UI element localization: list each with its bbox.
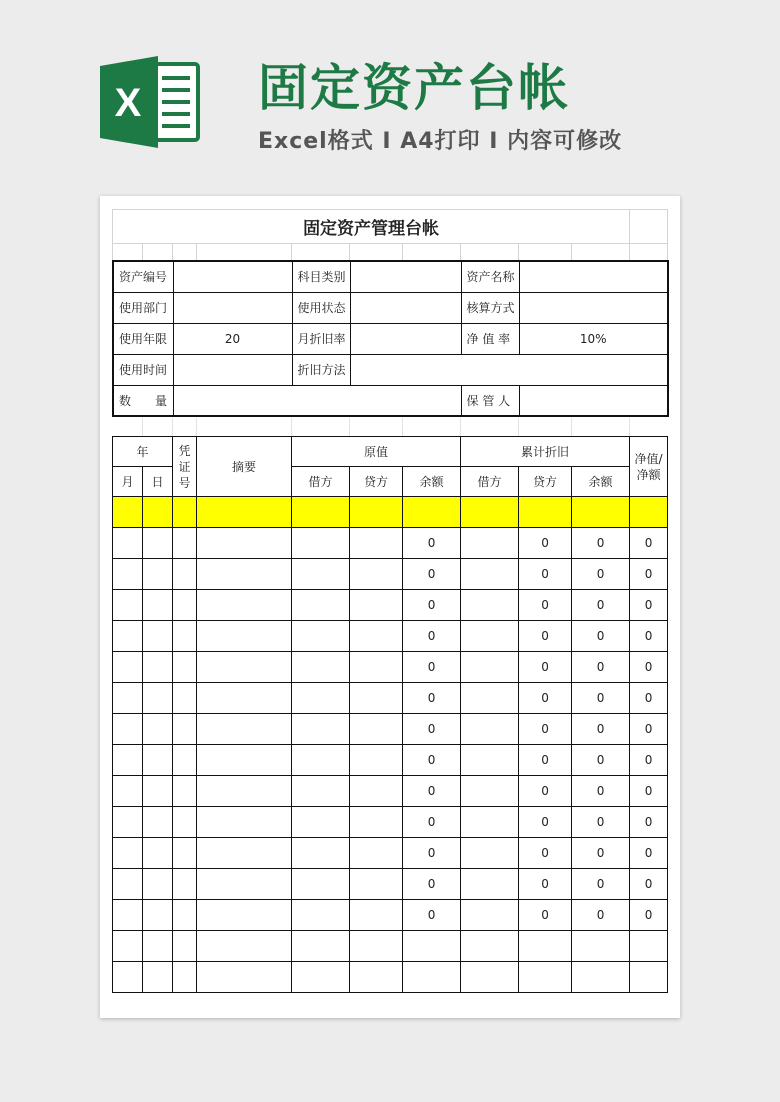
ledger-table — [112, 436, 668, 993]
cell[interactable] — [292, 776, 350, 807]
cell[interactable] — [350, 900, 403, 931]
table-row — [113, 714, 668, 745]
asset-no-field[interactable] — [173, 261, 292, 292]
cell[interactable] — [461, 962, 519, 993]
qty-label: 数 量 — [113, 385, 173, 416]
cell[interactable] — [350, 621, 403, 652]
acc-debit-header: 借方 — [461, 467, 519, 497]
cell-acc-balance[interactable]: 0 — [572, 652, 630, 683]
cell[interactable] — [292, 962, 350, 993]
cell[interactable] — [292, 590, 350, 621]
cell[interactable] — [197, 869, 292, 900]
life-field[interactable]: 20 — [173, 323, 292, 354]
cell-acc-credit[interactable]: 0 — [519, 869, 572, 900]
cell-orig-balance[interactable]: 0 — [403, 528, 461, 559]
accounting-field[interactable] — [519, 292, 668, 323]
cell[interactable] — [292, 652, 350, 683]
cell[interactable] — [173, 590, 197, 621]
cell[interactable] — [113, 590, 143, 621]
dept-label: 使用部门 — [113, 292, 173, 323]
cell[interactable] — [143, 652, 173, 683]
table-row — [113, 838, 668, 869]
cell[interactable] — [143, 838, 173, 869]
cell[interactable] — [461, 869, 519, 900]
cell-orig-balance[interactable] — [403, 962, 461, 993]
status-field[interactable] — [350, 292, 461, 323]
cell[interactable] — [292, 807, 350, 838]
cell[interactable] — [173, 559, 197, 590]
cell[interactable] — [113, 807, 143, 838]
cell-acc-credit[interactable]: 0 — [519, 838, 572, 869]
cell-acc-credit[interactable]: 0 — [519, 807, 572, 838]
sheet-paper — [100, 196, 680, 1018]
use-time-field[interactable] — [173, 354, 292, 385]
cell[interactable] — [197, 931, 292, 962]
cell[interactable] — [461, 652, 519, 683]
cell[interactable] — [350, 745, 403, 776]
cell[interactable] — [173, 838, 197, 869]
cell-acc-balance[interactable]: 0 — [572, 683, 630, 714]
cell[interactable] — [173, 931, 197, 962]
cell[interactable] — [292, 621, 350, 652]
cell[interactable] — [350, 652, 403, 683]
cell-net[interactable]: 0 — [630, 652, 668, 683]
cell[interactable] — [292, 931, 350, 962]
cell-net[interactable]: 0 — [630, 869, 668, 900]
cell-acc-credit[interactable]: 0 — [519, 621, 572, 652]
cell[interactable] — [197, 838, 292, 869]
cell[interactable] — [350, 528, 403, 559]
cell[interactable] — [197, 528, 292, 559]
table-row — [113, 776, 668, 807]
year-header: 年 — [113, 437, 173, 467]
cell[interactable] — [350, 683, 403, 714]
cell[interactable] — [113, 838, 143, 869]
cell[interactable] — [173, 528, 197, 559]
cell-acc-credit[interactable]: 0 — [519, 683, 572, 714]
cell[interactable] — [173, 962, 197, 993]
cell[interactable] — [461, 838, 519, 869]
net-rate-label: 净 值 率 — [461, 323, 519, 354]
life-label: 使用年限 — [113, 323, 173, 354]
keeper-field[interactable] — [519, 385, 668, 416]
cell-net[interactable]: 0 — [630, 838, 668, 869]
cell-orig-balance[interactable]: 0 — [403, 714, 461, 745]
orig-debit-header: 借方 — [292, 467, 350, 497]
logo-letter: X — [114, 81, 142, 125]
cell-net[interactable]: 0 — [630, 559, 668, 590]
title-table — [112, 209, 668, 261]
cell-orig-balance[interactable] — [403, 931, 461, 962]
cell-orig-balance[interactable]: 0 — [403, 621, 461, 652]
cell-acc-credit[interactable] — [519, 931, 572, 962]
cell[interactable] — [143, 776, 173, 807]
cell[interactable] — [143, 745, 173, 776]
table-row — [113, 807, 668, 838]
net-header: 净值/净额 — [630, 437, 668, 497]
cell[interactable] — [197, 962, 292, 993]
cell-orig-balance[interactable]: 0 — [403, 745, 461, 776]
cell[interactable] — [350, 590, 403, 621]
method-label: 折旧方法 — [292, 354, 350, 385]
cell-acc-balance[interactable] — [572, 962, 630, 993]
cell-acc-balance[interactable]: 0 — [572, 745, 630, 776]
subject-field[interactable] — [350, 261, 461, 292]
cell[interactable] — [350, 869, 403, 900]
acc-balance-header: 余额 — [572, 467, 630, 497]
table-row — [113, 590, 668, 621]
cell[interactable] — [461, 559, 519, 590]
method-field[interactable] — [350, 354, 668, 385]
cell-orig-balance[interactable]: 0 — [403, 776, 461, 807]
orig-credit-header: 贷方 — [350, 467, 403, 497]
voucher-header: 凭证号 — [173, 437, 197, 497]
subject-label: 科目类别 — [292, 261, 350, 292]
cell[interactable] — [113, 559, 143, 590]
cell-acc-balance[interactable]: 0 — [572, 807, 630, 838]
cell[interactable] — [292, 838, 350, 869]
cell-orig-balance[interactable]: 0 — [403, 559, 461, 590]
cell[interactable] — [173, 900, 197, 931]
cell[interactable] — [197, 900, 292, 931]
cell-acc-balance[interactable]: 0 — [572, 838, 630, 869]
asset-info-table — [112, 260, 669, 417]
cell-orig-balance[interactable]: 0 — [403, 807, 461, 838]
cell[interactable] — [197, 621, 292, 652]
asset-name-field[interactable] — [519, 261, 668, 292]
cell[interactable] — [461, 528, 519, 559]
cell-acc-credit[interactable]: 0 — [519, 745, 572, 776]
table-row — [113, 528, 668, 559]
cell[interactable] — [173, 776, 197, 807]
cell-orig-balance[interactable]: 0 — [403, 838, 461, 869]
table-row — [113, 962, 668, 993]
table-row — [113, 559, 668, 590]
cell[interactable] — [292, 869, 350, 900]
cell[interactable] — [113, 745, 143, 776]
cell-acc-balance[interactable]: 0 — [572, 528, 630, 559]
month-header: 月 — [113, 467, 143, 497]
spacer-grid — [112, 418, 667, 436]
cell[interactable] — [197, 652, 292, 683]
cell[interactable] — [143, 714, 173, 745]
cell[interactable] — [461, 590, 519, 621]
cell[interactable] — [173, 869, 197, 900]
cell[interactable] — [461, 931, 519, 962]
cell[interactable] — [350, 838, 403, 869]
cell[interactable] — [143, 807, 173, 838]
cell-acc-balance[interactable]: 0 — [572, 714, 630, 745]
cell-net[interactable]: 0 — [630, 807, 668, 838]
cell-orig-balance[interactable]: 0 — [403, 683, 461, 714]
cell-acc-balance[interactable]: 0 — [572, 869, 630, 900]
cell-acc-credit[interactable]: 0 — [519, 900, 572, 931]
cell[interactable] — [461, 621, 519, 652]
cell-net[interactable] — [630, 931, 668, 962]
sheet-title: 固定资产管理台帐 — [113, 210, 630, 244]
cell[interactable] — [143, 869, 173, 900]
cell-net[interactable]: 0 — [630, 776, 668, 807]
cell[interactable] — [173, 683, 197, 714]
table-row — [113, 900, 668, 931]
cell[interactable] — [143, 931, 173, 962]
cell[interactable] — [292, 714, 350, 745]
day-header: 日 — [143, 467, 173, 497]
spacer-row — [113, 244, 668, 261]
cell-acc-credit[interactable]: 0 — [519, 776, 572, 807]
cell[interactable] — [173, 807, 197, 838]
cell-acc-balance[interactable]: 0 — [572, 590, 630, 621]
cell[interactable] — [292, 683, 350, 714]
monthly-rate-label: 月折旧率 — [292, 323, 350, 354]
cell[interactable] — [143, 528, 173, 559]
cell[interactable] — [461, 776, 519, 807]
cell[interactable] — [113, 776, 143, 807]
excel-logo-icon — [100, 56, 200, 148]
cell[interactable] — [113, 528, 143, 559]
cell[interactable] — [143, 559, 173, 590]
cell[interactable] — [350, 807, 403, 838]
cell[interactable] — [173, 652, 197, 683]
cell-acc-credit[interactable]: 0 — [519, 714, 572, 745]
cell[interactable] — [113, 621, 143, 652]
cell[interactable] — [143, 683, 173, 714]
cell[interactable] — [113, 869, 143, 900]
cell[interactable] — [197, 745, 292, 776]
accum-header: 累计折旧 — [461, 437, 630, 467]
cell[interactable] — [461, 807, 519, 838]
accounting-label: 核算方式 — [461, 292, 519, 323]
cell[interactable] — [292, 900, 350, 931]
table-row — [113, 869, 668, 900]
cell[interactable] — [197, 683, 292, 714]
asset-name-label: 资产名称 — [461, 261, 519, 292]
cell[interactable] — [350, 776, 403, 807]
summary-header: 摘要 — [197, 437, 292, 497]
cell[interactable] — [173, 745, 197, 776]
cell-net[interactable]: 0 — [630, 590, 668, 621]
cell[interactable] — [292, 559, 350, 590]
table-row — [113, 652, 668, 683]
cell[interactable] — [350, 931, 403, 962]
cell-net[interactable]: 0 — [630, 900, 668, 931]
cell[interactable] — [197, 590, 292, 621]
cell[interactable] — [113, 962, 143, 993]
original-header: 原值 — [292, 437, 461, 467]
cell-orig-balance[interactable]: 0 — [403, 900, 461, 931]
net-rate-field[interactable]: 10% — [519, 323, 668, 354]
dept-field[interactable] — [173, 292, 292, 323]
highlight-row[interactable] — [113, 497, 668, 528]
cell[interactable] — [461, 683, 519, 714]
table-row — [113, 745, 668, 776]
cell[interactable] — [113, 714, 143, 745]
banner-subtitle: Excel格式 I A4打印 I 内容可修改 — [258, 129, 623, 154]
cell-orig-balance[interactable]: 0 — [403, 590, 461, 621]
cell[interactable] — [143, 621, 173, 652]
cell[interactable] — [113, 900, 143, 931]
cell-net[interactable]: 0 — [630, 621, 668, 652]
cell-acc-balance[interactable]: 0 — [572, 776, 630, 807]
keeper-label: 保 管 人 — [461, 385, 519, 416]
cell[interactable] — [461, 714, 519, 745]
cell[interactable] — [173, 621, 197, 652]
acc-credit-header: 贷方 — [519, 467, 572, 497]
cell-orig-balance[interactable]: 0 — [403, 652, 461, 683]
cell-acc-balance[interactable] — [572, 931, 630, 962]
cell-net[interactable] — [630, 962, 668, 993]
cell-orig-balance[interactable]: 0 — [403, 869, 461, 900]
cell-net[interactable]: 0 — [630, 528, 668, 559]
cell-acc-credit[interactable]: 0 — [519, 528, 572, 559]
cell[interactable] — [113, 931, 143, 962]
cell-acc-balance[interactable]: 0 — [572, 621, 630, 652]
cell[interactable] — [143, 590, 173, 621]
cell[interactable] — [197, 714, 292, 745]
cell[interactable] — [197, 559, 292, 590]
table-row — [113, 683, 668, 714]
cell-acc-balance[interactable]: 0 — [572, 900, 630, 931]
cell[interactable] — [143, 900, 173, 931]
cell-acc-balance[interactable]: 0 — [572, 559, 630, 590]
cell[interactable] — [292, 528, 350, 559]
status-label: 使用状态 — [292, 292, 350, 323]
cell[interactable] — [350, 714, 403, 745]
cell[interactable] — [350, 962, 403, 993]
cell[interactable] — [113, 652, 143, 683]
use-time-label: 使用时间 — [113, 354, 173, 385]
cell[interactable] — [113, 683, 143, 714]
cell[interactable] — [461, 745, 519, 776]
asset-no-label: 资产编号 — [113, 261, 173, 292]
cell[interactable] — [143, 962, 173, 993]
cell[interactable] — [292, 745, 350, 776]
cell[interactable] — [197, 776, 292, 807]
orig-balance-header: 余额 — [403, 467, 461, 497]
table-row — [113, 931, 668, 962]
table-row — [113, 621, 668, 652]
monthly-rate-field[interactable] — [350, 323, 461, 354]
cell[interactable] — [197, 807, 292, 838]
cell-acc-credit[interactable]: 0 — [519, 652, 572, 683]
cell[interactable] — [350, 559, 403, 590]
cell-net[interactable]: 0 — [630, 714, 668, 745]
cell-acc-credit[interactable] — [519, 962, 572, 993]
qty-field[interactable] — [173, 385, 461, 416]
cell[interactable] — [461, 900, 519, 931]
cell-acc-credit[interactable]: 0 — [519, 590, 572, 621]
banner-title: 固定资产台帐 — [258, 59, 570, 117]
cell-net[interactable]: 0 — [630, 745, 668, 776]
cell-net[interactable]: 0 — [630, 683, 668, 714]
cell-acc-credit[interactable]: 0 — [519, 559, 572, 590]
cell[interactable] — [173, 714, 197, 745]
